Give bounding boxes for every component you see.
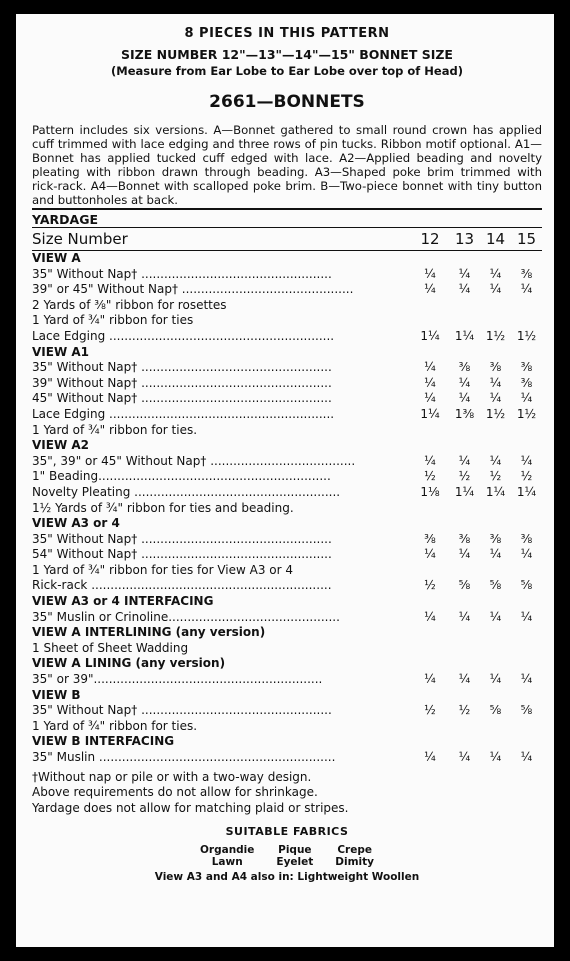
yardage-row <box>32 641 542 657</box>
view-heading-row <box>32 688 542 704</box>
yardage-row <box>32 501 542 517</box>
fabric-item: Dimity <box>335 856 375 869</box>
yardage-value: 1⅛ <box>420 484 440 499</box>
yardage-value: ¼ <box>458 750 471 764</box>
row-label: 35" Without Nap† .................................................. <box>32 360 332 375</box>
yardage-value: ¼ <box>489 453 502 468</box>
yardage-value: ¼ <box>458 453 471 468</box>
yardage-row <box>32 578 542 594</box>
row-label: Lace Edging ........................................................... <box>32 328 335 343</box>
view-heading-row <box>32 345 542 361</box>
row-label: 35" Without Nap† .................................................. <box>32 266 332 281</box>
row-label: Novelty Pleating ...................................................... <box>32 484 341 499</box>
yardage-row <box>32 282 542 298</box>
yardage-value: ½ <box>424 703 436 718</box>
row-label: 1½ Yards of ¾" ribbon for ties and beading. <box>32 500 294 515</box>
yardage-value: ¼ <box>489 609 502 624</box>
yardage-value: ¼ <box>424 672 436 687</box>
yardage-row <box>32 454 542 470</box>
yardage-row <box>32 672 542 688</box>
row-label: 1 Yard of ¾" ribbon for ties <box>32 313 194 328</box>
row-label: 35" or 39"............................................................ <box>32 672 323 687</box>
yardage-value: 1¼ <box>516 484 537 499</box>
size-col: 14 <box>485 230 506 248</box>
yardage-value: ¼ <box>489 375 502 390</box>
yardage-row <box>32 610 542 626</box>
row-label: 35" Muslin or Crinoline............................................. <box>32 609 340 624</box>
yardage-value: ¼ <box>520 282 533 297</box>
yardage-value: ⅝ <box>520 578 533 593</box>
yardage-value: ½ <box>424 469 436 484</box>
yardage-value: ¼ <box>520 453 533 468</box>
yardage-table <box>32 251 542 766</box>
notes <box>32 770 542 817</box>
yardage-value: ¼ <box>424 453 436 468</box>
yardage-value: ¼ <box>458 547 471 562</box>
yardage-value: ¼ <box>458 609 471 624</box>
yardage-value: ¼ <box>489 547 502 562</box>
fabric-column <box>200 844 254 868</box>
yardage-value: 1⅜ <box>454 406 475 421</box>
yardage-value: ⅜ <box>520 375 533 390</box>
view-heading-row <box>32 516 542 532</box>
size-col: 15 <box>516 230 537 248</box>
pattern-card <box>16 14 554 947</box>
view-heading-row <box>32 656 542 672</box>
yardage-row <box>32 563 542 579</box>
row-label: VIEW A INTERLINING (any version) <box>32 625 266 640</box>
yardage-value: ¼ <box>489 391 502 406</box>
yardage-row <box>32 267 542 283</box>
row-label: VIEW A2 <box>32 438 89 453</box>
size-col: 12 <box>420 230 440 248</box>
view-heading-row <box>32 251 542 267</box>
row-label: VIEW A1 <box>32 344 89 359</box>
yardage-row <box>32 329 542 345</box>
fabric-item: Organdie <box>199 844 255 857</box>
yardage-value: ⅜ <box>489 360 502 375</box>
yardage-value: ⅜ <box>424 531 436 546</box>
fabrics-heading: SUITABLE FABRICS <box>225 825 349 839</box>
row-label: Rick-rack ............................................................... <box>32 578 332 593</box>
yardage-value: ½ <box>458 469 471 484</box>
yardage-row <box>32 485 542 501</box>
pieces-line: 8 PIECES IN THIS PATTERN <box>184 26 390 41</box>
row-label: 39" or 45" Without Nap† ............................................. <box>32 282 354 297</box>
yardage-value: ¼ <box>424 360 436 375</box>
yardage-value: ¼ <box>489 282 502 297</box>
view-heading-row <box>32 594 542 610</box>
row-label: 35" Without Nap† .................................................. <box>32 703 332 718</box>
yardage-value: ¼ <box>520 750 533 764</box>
yardage-value: 1¼ <box>454 484 475 499</box>
row-label: 1 Sheet of Sheet Wadding <box>32 640 189 655</box>
yardage-value: 1½ <box>516 328 537 343</box>
size-header-row <box>32 228 542 250</box>
yardage-value: ⅜ <box>458 531 471 546</box>
row-label: 35", 39" or 45" Without Nap† ...................................... <box>32 453 356 468</box>
row-label: VIEW A3 or 4 <box>32 516 120 531</box>
note-line: Yardage does not allow for matching plaid or stripes. <box>32 800 349 815</box>
yardage-value: ¼ <box>424 375 436 390</box>
row-label: 1 Yard of ¾" ribbon for ties. <box>32 718 198 733</box>
fabric-column <box>276 844 313 868</box>
size-number-label: Size Number <box>32 230 128 248</box>
view-heading-row <box>32 734 542 750</box>
yardage-value: ¼ <box>520 609 533 624</box>
yardage-value: ⅝ <box>458 578 471 593</box>
yardage-heading: YARDAGE <box>32 212 99 227</box>
pattern-description: Pattern includes six versions. A—Bonnet gathered to small round crown has applied cuff trimmed with lace edging and three rows of pin tucks. Ribbon motif optional. A1—Bonnet has applied tucked cuff edged with lace. A2—Applied beading and novelty pleating with ribbon drawn through beading. A3—Shaped poke brim trimmed with rick-rack. A4—Bonnet with scalloped poke brim. B—Two-piece bonnet with tiny button and buttonholes at back. <box>32 123 542 207</box>
yardage-value: ½ <box>424 578 436 593</box>
row-label: 2 Yards of ⅜" ribbon for rosettes <box>32 297 227 312</box>
yardage-value: 1½ <box>516 406 537 421</box>
yardage-value: ¼ <box>424 547 436 562</box>
size-col: 13 <box>454 230 475 248</box>
yardage-value: ¼ <box>424 391 436 406</box>
row-label: 45" Without Nap† .................................................. <box>32 391 332 406</box>
yardage-value: ¼ <box>520 391 533 406</box>
yardage-value: ⅝ <box>489 703 502 718</box>
yardage-value: ¼ <box>424 750 436 764</box>
yardage-value: ⅜ <box>520 266 533 281</box>
yardage-row <box>32 750 542 766</box>
fabrics-grid <box>32 844 542 868</box>
fabric-column <box>335 844 374 868</box>
row-label: 39" Without Nap† .................................................. <box>32 375 332 390</box>
yardage-value: ⅜ <box>489 531 502 546</box>
yardage-value: ⅜ <box>458 360 471 375</box>
fabric-item: Eyelet <box>276 856 314 869</box>
note-line: †Without nap or pile or with a two-way design. <box>32 769 312 784</box>
yardage-value: 1¼ <box>454 328 475 343</box>
yardage-value: ⅝ <box>520 703 533 718</box>
yardage-row <box>32 703 542 719</box>
yardage-row <box>32 547 542 563</box>
row-label: 1 Yard of ¾" ribbon for ties. <box>32 422 198 437</box>
row-label: VIEW B <box>32 687 81 702</box>
view-heading-row <box>32 438 542 454</box>
yardage-value: ¼ <box>424 609 436 624</box>
pattern-title: 2661—BONNETS <box>209 92 365 112</box>
fabric-item: Lawn <box>211 856 243 869</box>
row-label: VIEW A <box>32 251 81 265</box>
yardage-value: ¼ <box>458 266 471 281</box>
yardage-value: 1¼ <box>420 328 440 343</box>
yardage-value: 1¼ <box>420 406 440 421</box>
yardage-row <box>32 407 542 423</box>
measure-line: (Measure from Ear Lobe to Ear Lobe over top of Head) <box>111 64 463 78</box>
yardage-row <box>32 469 542 485</box>
yardage-row <box>32 298 542 314</box>
yardage-value: ¼ <box>458 672 471 687</box>
divider <box>32 208 542 210</box>
yardage-row <box>32 423 542 439</box>
note-line: Above requirements do not allow for shrinkage. <box>32 785 318 800</box>
fabric-item: Crepe <box>337 844 372 857</box>
yardage-value: 1¼ <box>485 484 506 499</box>
yardage-value: ¼ <box>489 672 502 687</box>
yardage-value: 1½ <box>485 406 506 421</box>
yardage-value: ¼ <box>458 282 471 297</box>
yardage-value: ½ <box>520 469 533 484</box>
yardage-value: ¼ <box>520 672 533 687</box>
yardage-row <box>32 719 542 735</box>
row-label: 54" Without Nap† .................................................. <box>32 547 332 562</box>
yardage-row <box>32 360 542 376</box>
yardage-value: ¼ <box>520 547 533 562</box>
yardage-value: 1½ <box>485 328 506 343</box>
row-label: 1" Beading............................................................. <box>32 469 331 484</box>
yardage-value: ⅜ <box>520 531 533 546</box>
yardage-value: ½ <box>458 703 471 718</box>
yardage-value: ¼ <box>424 282 436 297</box>
yardage-row <box>32 391 542 407</box>
yardage-row <box>32 313 542 329</box>
fabrics-also: View A3 and A4 also in: Lightweight Woollen <box>154 871 420 884</box>
size-line: SIZE NUMBER 12"—13"—14"—15" BONNET SIZE <box>121 47 453 62</box>
yardage-value: ⅜ <box>520 360 533 375</box>
yardage-value: ¼ <box>458 391 471 406</box>
view-heading-row <box>32 625 542 641</box>
row-label: Lace Edging ........................................................... <box>32 406 335 421</box>
yardage-value: ¼ <box>489 266 502 281</box>
fabric-item: Pique <box>278 844 312 857</box>
yardage-value: ½ <box>489 469 502 484</box>
yardage-value: ¼ <box>489 750 502 764</box>
row-label: 1 Yard of ¾" ribbon for ties for View A3 or 4 <box>32 562 294 577</box>
row-label: VIEW A LINING (any version) <box>32 656 226 671</box>
yardage-value: ¼ <box>458 375 471 390</box>
row-label: 35" Muslin .............................................................. <box>32 750 336 764</box>
yardage-value: ⅝ <box>489 578 502 593</box>
yardage-row <box>32 532 542 548</box>
row-label: VIEW B INTERFACING <box>32 734 175 749</box>
yardage-row <box>32 376 542 392</box>
row-label: VIEW A3 or 4 INTERFACING <box>32 594 214 609</box>
row-label: 35" Without Nap† .................................................. <box>32 531 332 546</box>
yardage-value: ¼ <box>424 266 436 281</box>
